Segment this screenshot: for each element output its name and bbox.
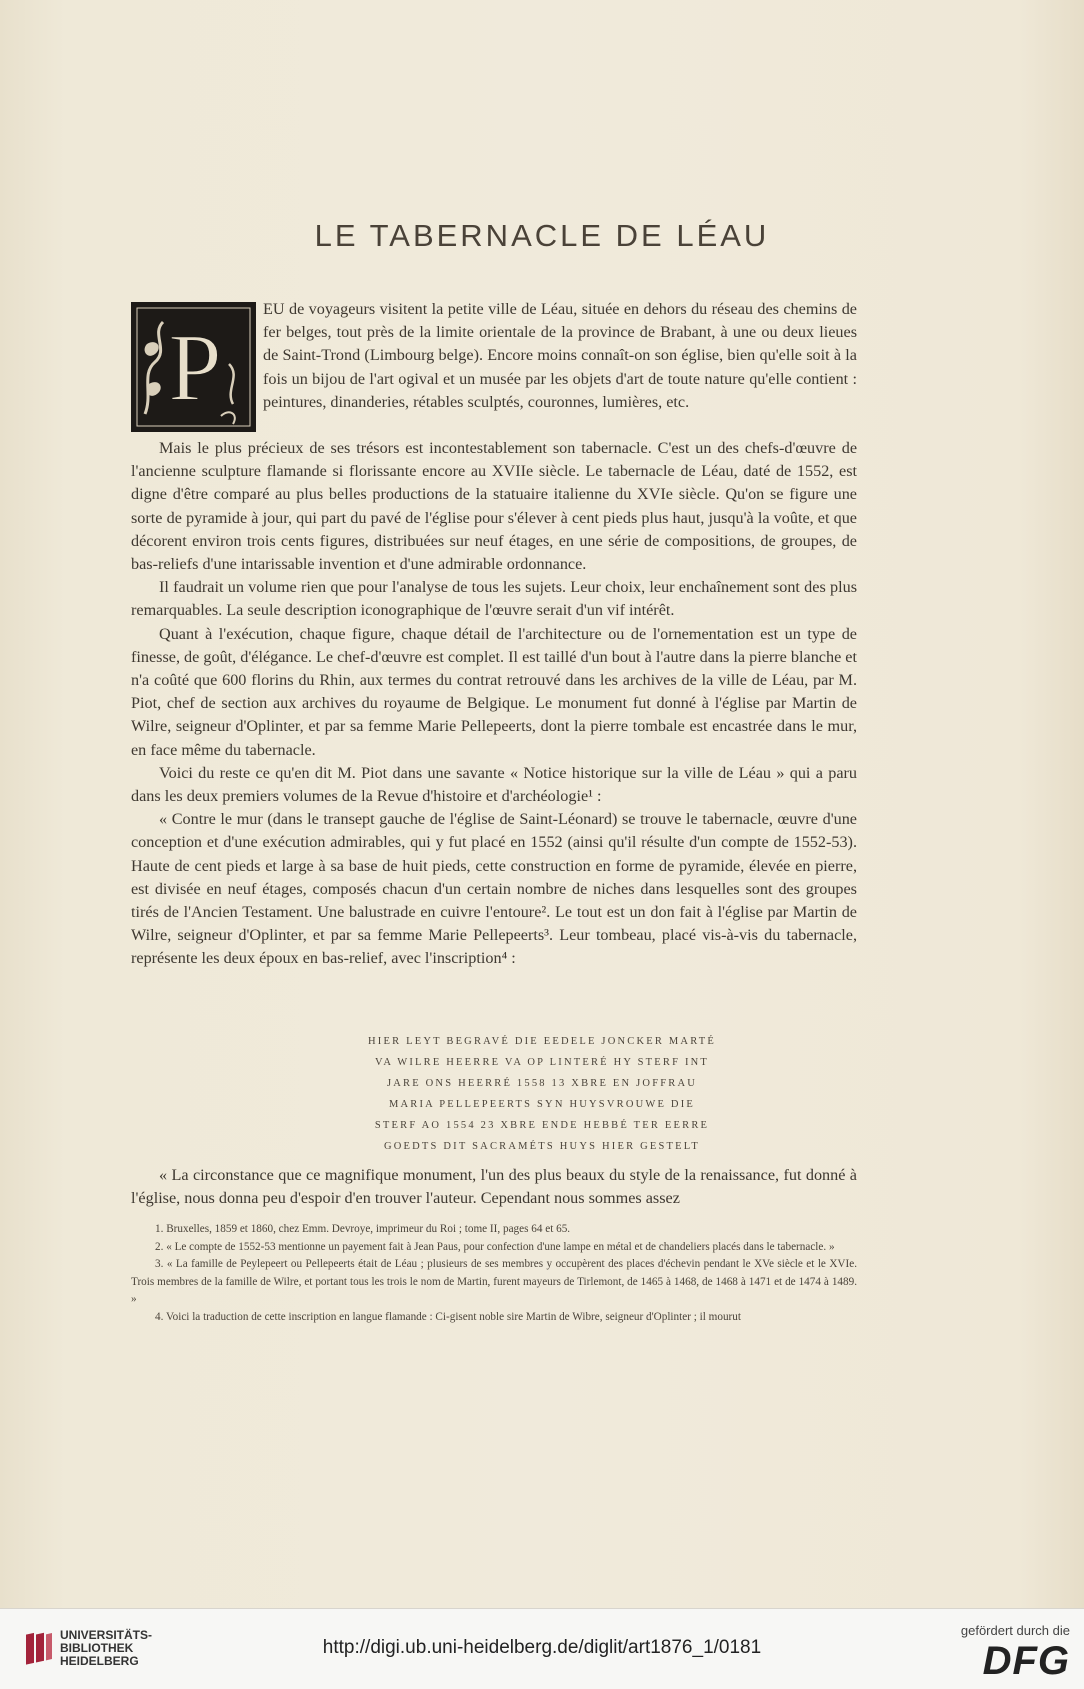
paragraph-lead: [263, 298, 857, 414]
institution-line: BIBLIOTHEK: [60, 1641, 134, 1655]
inscription-line: JARE ONS HEERRÉ 1558 13 XBRE EN JOFFRAU: [386, 1078, 698, 1089]
paragraph: Il faudrait un volume rien que pour l'analyse de tous les sujets. Leur choix, leur enchaînement sont des plus remarquables. La seule description iconographique de l'œuvre serait d'un vif intérêt.: [131, 578, 857, 620]
inscription-line: MARIA PELLEPEERTS SYN HUYSVROUWE DIE: [388, 1099, 696, 1110]
inscription-line: STERF AO 1554 23 XBRE ENDE HEBBÉ TER EERRE: [374, 1120, 710, 1131]
funded-by-label: gefördert durch die: [960, 1623, 1070, 1638]
footnote: 3. « La famille de Peylepeert ou Pellepeerts était de Léau ; plusieurs de ses membres y occupèrent des places d'échevin pendant le XVe siècle et le XVIe. Trois membres de la famille de Wilre, et portant tous les trois le nom de Martin, furent mayeurs de Tirlemont, de 1465 à 1468, de 1468 à 1471 et de 1474 à 1489. »: [131, 1258, 857, 1306]
ornamental-drop-cap: [131, 302, 256, 432]
permalink-url[interactable]: http://digi.ub.uni-heidelberg.de/diglit/art1876_1/0181: [322, 1637, 762, 1658]
inscription-block: [0, 1031, 1084, 1157]
drop-cap-ornament-icon: [133, 304, 254, 430]
paragraph-lead-text: EU de voyageurs visitent la petite ville de Léau, située en dehors du réseau des chemins de fer belges, tout près de la limite orientale de la province de Brabant, à une ou deux lieues de Saint-Trond (Limbourg belge). Encore moins connaît-on son église, bien qu'elle soit à la fois un bijou de l'art ogival et un musée par les objets d'art de toute nature qu'elle contient : peintures, dinanderies, rétables sculptés, couronnes, lumières, etc.: [263, 300, 857, 411]
drop-cap-letter: P: [168, 314, 222, 421]
footnote: 2. « Le compte de 1552-53 mentionne un payement fait à Jean Paus, pour confection d'une lampe en métal et de chandeliers placés dans le tabernacle. »: [155, 1240, 835, 1253]
paragraph: « La circonstance que ce magnifique monument, l'un des plus beaux du style de la renaissance, fut donné à l'église, nous donna peu d'espoir d'en trouver l'auteur. Cependant nous sommes assez: [131, 1166, 857, 1208]
footnote: 1. Bruxelles, 1859 et 1860, chez Emm. Devroye, imprimeur du Roi ; tome II, pages 64 et 65.: [155, 1223, 571, 1235]
inscription-line: GOEDTS DIT SACRAMÉTS HUYS HIER GESTELT: [383, 1141, 701, 1152]
inscription-line: HIER LEYT BEGRAVÉ DIE EEDELE JONCKER MARTÉ: [367, 1036, 717, 1047]
paragraph: Mais le plus précieux de ses trésors est incontestablement son tabernacle. C'est un des chefs-d'œuvre de l'ancienne sculpture flamande si florissante encore au XVIIe siècle. Le tabernacle de Léau, daté de 1552, est digne d'être comparé au plus belles productions de la statuaire italienne du XVIe siècle. Qu'on se figure une sorte de pyramide à jour, qui part du pavé de l'église pour s'élever à cent pieds plus haut, jusqu'à la voûte, et que décorent environ trois cents figures, distribuées sur neuf étages, en une série de compositions, de groupes, de bas-reliefs d'une intarissable invention et d'une admirable ordonnance.: [131, 439, 857, 574]
inscription-line: VA WILRE HEERRE VA OP LINTERÉ HY STERF INT: [374, 1057, 710, 1068]
institution-line: HEIDELBERG: [60, 1654, 139, 1668]
body-paragraphs: [131, 437, 857, 971]
dfg-logo[interactable]: DFG: [982, 1639, 1070, 1683]
library-footer: [0, 1608, 1084, 1689]
footnote: 4. Voici la traduction de cette inscription en langue flamande : Ci-gisent noble sire Martin de Wibre, seigneur d'Oplinter ; il mourut: [155, 1310, 741, 1323]
paragraph-after-inscription: [131, 1164, 857, 1210]
paragraph: « Contre le mur (dans le transept gauche de l'église de Saint-Léonard) se trouve le tabernacle, œuvre d'une conception et d'une exécution admirables, qui y fut placé en 1552 (ainsi qu'il résulte d'un compte de 1552-53). Haute de cent pieds et large à sa base de huit pieds, cette construction en forme de pyramide, élevée en pierre, est divisée en neuf étages, composés chacun d'un certain nombre de niches dans lesquelles sont des groupes tirés de l'Ancien Testament. Une balustrade en cuivre l'entoure². Le tout est un don fait à l'église par Martin de Wilre, seigneur d'Oplinter, et par sa femme Marie Pellepeerts³. Leur tombeau, placé vis-à-vis du tabernacle, représente les deux époux en bas-relief, avec l'inscription⁴ :: [131, 810, 857, 968]
footnotes: [131, 1221, 857, 1327]
page-title: LE TABERNACLE DE LÉAU: [314, 218, 770, 253]
institution-line: UNIVERSITÄTS-: [60, 1628, 153, 1642]
paragraph: Voici du reste ce qu'en dit M. Piot dans une savante « Notice historique sur la ville de Léau » qui a paru dans les deux premiers volumes de la Revue d'histoire et d'archéologie¹ :: [131, 763, 857, 806]
paragraph: Quant à l'exécution, chaque figure, chaque détail de l'architecture ou de l'ornementation est un type de finesse, de goût, d'élégance. Le chef-d'œuvre est complet. Il est taillé d'un bout à l'autre dans la pierre blanche et n'a coûté que 600 florins du Rhin, aux termes du contrat retrouvé dans les archives de la ville de Léau, par M. Piot, chef de section aux archives du royaume de Belgique. Le monument fut donné à l'église par Martin de Wilre, seigneur d'Oplinter, et par sa femme Marie Pellepeerts, dont la pierre tombale est encastrée dans le mur, en face même du tabernacle.: [131, 624, 857, 759]
